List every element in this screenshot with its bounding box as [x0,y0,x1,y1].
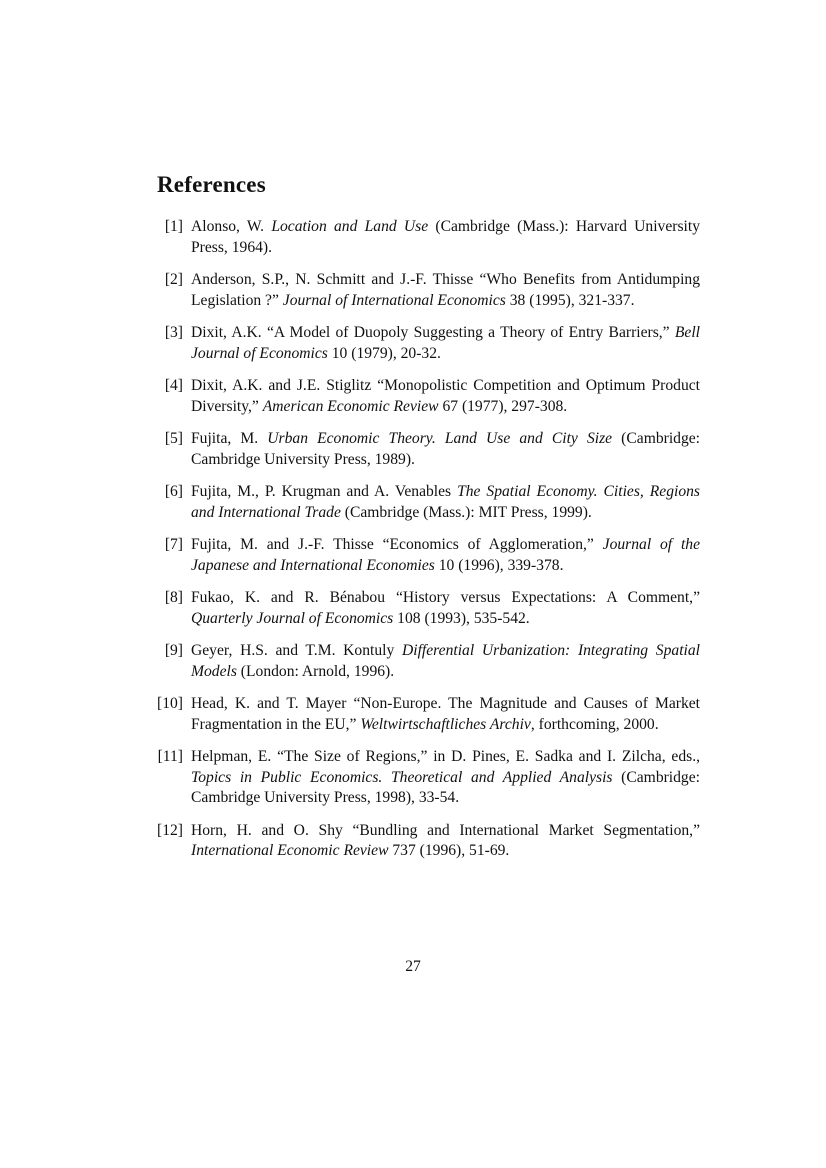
reference-text [191,482,700,523]
reference-item [157,482,700,523]
reference-text [191,694,700,735]
reference-title-italic: Bell Journal of Economics [191,324,700,362]
reference-text [191,429,700,470]
reference-details: (London: Arnold, 1996). [236,662,395,680]
reference-title-italic: Topics in Public Economics. Theoretical and Applied Analysis [191,768,613,786]
reference-item [157,694,700,735]
reference-number: [6] [164,483,183,500]
reference-item [157,376,700,417]
reference-authors: Fujita, M., P. Krugman and A. Venables [191,483,458,500]
reference-number: [1] [164,218,183,235]
reference-authors: Dixit, A.K. “A Model of Duopoly Suggesting a Theory of Entry Barriers,” [191,324,675,341]
reference-number: [10] [157,695,183,712]
reference-details: (Cambridge (Mass.): Harvard University Press, 1964). [191,218,700,256]
reference-text [191,747,700,809]
reference-text [191,323,700,364]
reference-item [157,747,700,809]
reference-number: [8] [164,589,183,606]
reference-authors: Fukao, K. and R. Bénabou “History versus Expectations: A Comment,” [191,589,700,606]
reference-authors: Fujita, M. and J.-F. Thisse “Economics of Agglomeration,” [191,536,603,553]
reference-item [157,323,700,364]
reference-number: [5] [164,430,183,447]
reference-text [191,376,700,417]
reference-item [157,429,700,470]
reference-text [191,217,700,258]
reference-number: [7] [164,536,183,553]
page-number: 27 [405,958,421,975]
reference-authors: Horn, H. and O. Shy “Bundling and International Market Segmentation,” [191,821,700,839]
section-heading: References [157,172,266,197]
reference-title-italic: Differential Urbanization: Integrating Spatial Models [191,642,700,680]
reference-title-italic: International Economic Review [191,842,389,859]
reference-title-italic: Urban Economic Theory. Land Use and City Size [267,430,613,447]
reference-authors: Dixit, A.K. and J.E. Stiglitz “Monopolistic Competition and Optimum Product Diversity,” [191,377,700,415]
reference-authors: Head, K. and T. Mayer “Non-Europe. The Magnitude and Causes of Market Fragmentation in the EU,” [191,695,700,733]
reference-text [191,641,700,682]
reference-title-italic: Journal of the Japanese and International Economies [191,536,700,574]
reference-text [191,821,700,862]
reference-details: 67 (1977), 297-308. [438,397,568,415]
reference-item [157,641,700,682]
reference-authors: Anderson, S.P., N. Schmitt and J.-F. Thisse “Who Benefits from Antidumping Legislation ?” [191,271,700,309]
reference-details: 38 (1995), 321-337. [505,291,635,309]
reference-authors: Helpman, E. “The Size of Regions,” in D. Pines, E. Sadka and I. Zilcha, eds., [191,748,700,765]
reference-number: [2] [164,271,183,288]
reference-title-italic: The Spatial Economy. Cities, Regions and International Trade [191,483,700,521]
reference-text [191,535,700,576]
reference-details: , forthcoming, 2000. [530,715,659,733]
reference-title-italic: American Economic Review [262,397,439,415]
reference-text [191,270,700,311]
reference-authors: Fujita, M. [191,430,268,447]
reference-title-italic: Quarterly Journal of Economics [191,609,394,627]
reference-item [157,270,700,311]
reference-title-italic: Weltwirtschaftliches Archiv [360,715,531,733]
reference-item [157,535,700,576]
reference-details: 10 (1979), 20-32. [327,344,441,362]
reference-details: (Cambridge (Mass.): MIT Press, 1999). [340,503,592,521]
reference-authors: Alonso, W. [191,218,272,235]
reference-number: [11] [157,748,183,765]
reference-number: [12] [157,821,183,839]
reference-item [157,217,700,258]
reference-number: [3] [164,324,183,341]
reference-details: 10 (1996), 339-378. [434,556,564,574]
reference-number: [9] [164,642,183,659]
reference-title-italic: Location and Land Use [271,218,429,235]
reference-number: [4] [164,377,183,394]
reference-authors: Geyer, H.S. and T.M. Kontuly [191,642,402,659]
reference-item [157,588,700,629]
reference-title-italic: Journal of International Economics [282,291,506,309]
reference-text [191,588,700,629]
reference-details: (Cambridge: Cambridge University Press, 1998), 33-54. [191,768,700,806]
reference-list [157,217,700,874]
reference-item [157,821,700,862]
reference-details: (Cambridge: Cambridge University Press, 1989). [191,430,700,468]
reference-details: 108 (1993), 535-542. [393,609,530,627]
reference-details: 737 (1996), 51-69. [388,842,510,859]
